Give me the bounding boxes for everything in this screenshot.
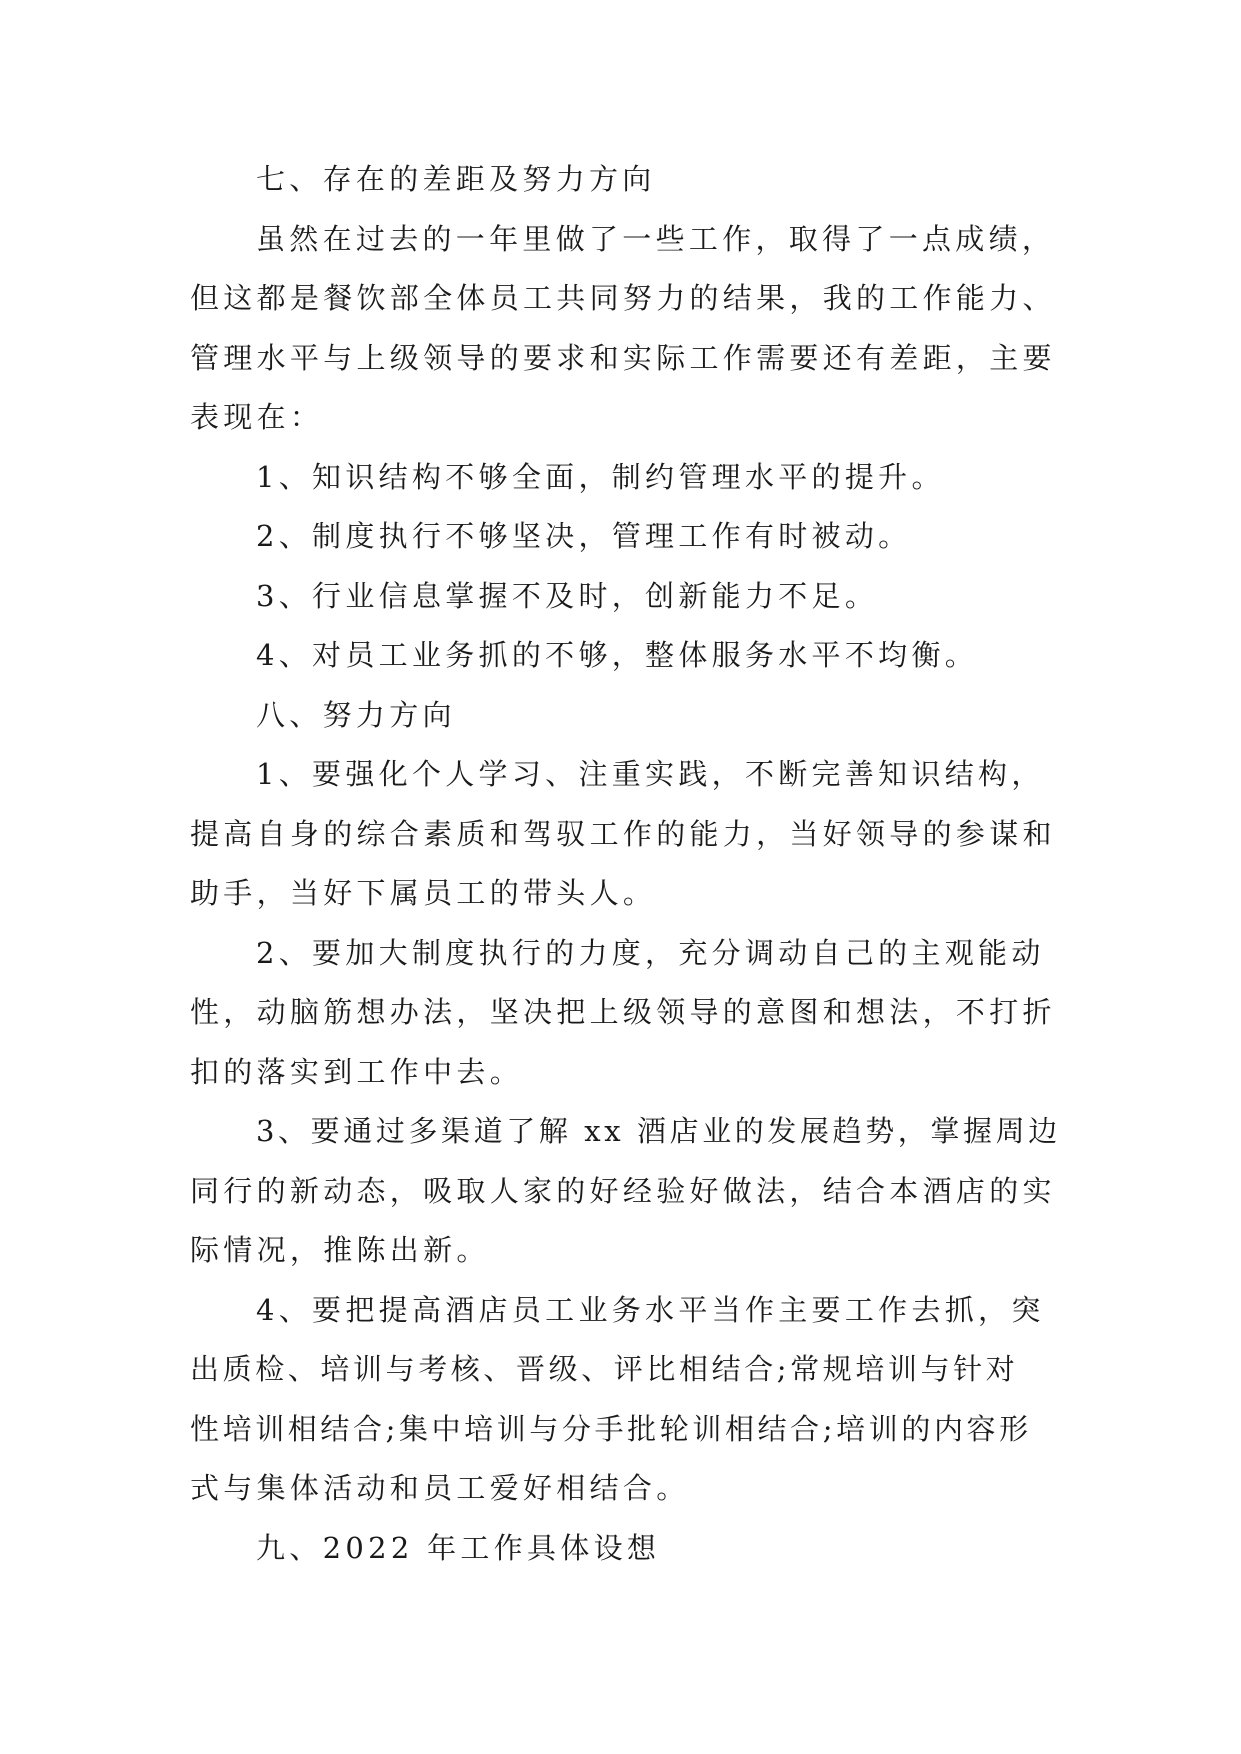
paragraph-line: 出质检、培训与考核、晋级、评比相结合;常规培训与针对 — [190, 1352, 1019, 1386]
list-item: 2、要加大制度执行的力度，充分调动自己的主观能动 — [256, 935, 1045, 970]
section-heading-8: 八、努力方向 — [256, 697, 456, 732]
list-item: 3、要通过多渠道了解 xx 酒店业的发展趋势，掌握周边 — [256, 1114, 1061, 1148]
paragraph-line: 虽然在过去的一年里做了一些工作，取得了一点成绩， — [256, 221, 1056, 256]
paragraph-line: 性培训相结合;集中培训与分手批轮训相结合;培训的内容形 — [190, 1411, 1032, 1446]
section-heading-7: 七、存在的差距及努力方向 — [256, 162, 656, 196]
list-item: 1、知识结构不够全面，制约管理水平的提升。 — [256, 459, 945, 494]
paragraph-line: 提高自身的综合素质和驾驭工作的能力，当好领导的参谋和 — [190, 816, 1056, 851]
paragraph-line: 表现在： — [190, 400, 324, 434]
list-item: 3、行业信息掌握不及时，创新能力不足。 — [256, 578, 879, 613]
paragraph-line: 际情况，推陈出新。 — [190, 1233, 490, 1267]
document-body — [190, 150, 1062, 1578]
paragraph-line: 管理水平与上级领导的要求和实际工作需要还有差距，主要 — [190, 340, 1056, 375]
list-item: 4、对员工业务抓的不够，整体服务水平不均衡。 — [256, 638, 979, 672]
paragraph-line: 同行的新动态，吸取人家的好经验好做法，结合本酒店的实 — [190, 1173, 1056, 1208]
paragraph-line: 式与集体活动和员工爱好相结合。 — [190, 1471, 690, 1505]
section-heading-9: 九、2022 年工作具体设想 — [256, 1530, 661, 1565]
paragraph-line: 性，动脑筋想办法，坚决把上级领导的意图和想法，不打折 — [190, 995, 1056, 1029]
list-item: 4、要把提高酒店员工业务水平当作主要工作去抓，突 — [256, 1292, 1045, 1327]
paragraph-line: 扣的落实到工作中去。 — [190, 1054, 524, 1089]
paragraph-line: 但这都是餐饮部全体员工共同努力的结果，我的工作能力、 — [190, 281, 1056, 315]
list-item: 2、制度执行不够坚决，管理工作有时被动。 — [256, 519, 912, 553]
paragraph-line: 助手，当好下属员工的带头人。 — [190, 876, 657, 910]
list-item: 1、要强化个人学习、注重实践，不断完善知识结构， — [256, 757, 1045, 791]
